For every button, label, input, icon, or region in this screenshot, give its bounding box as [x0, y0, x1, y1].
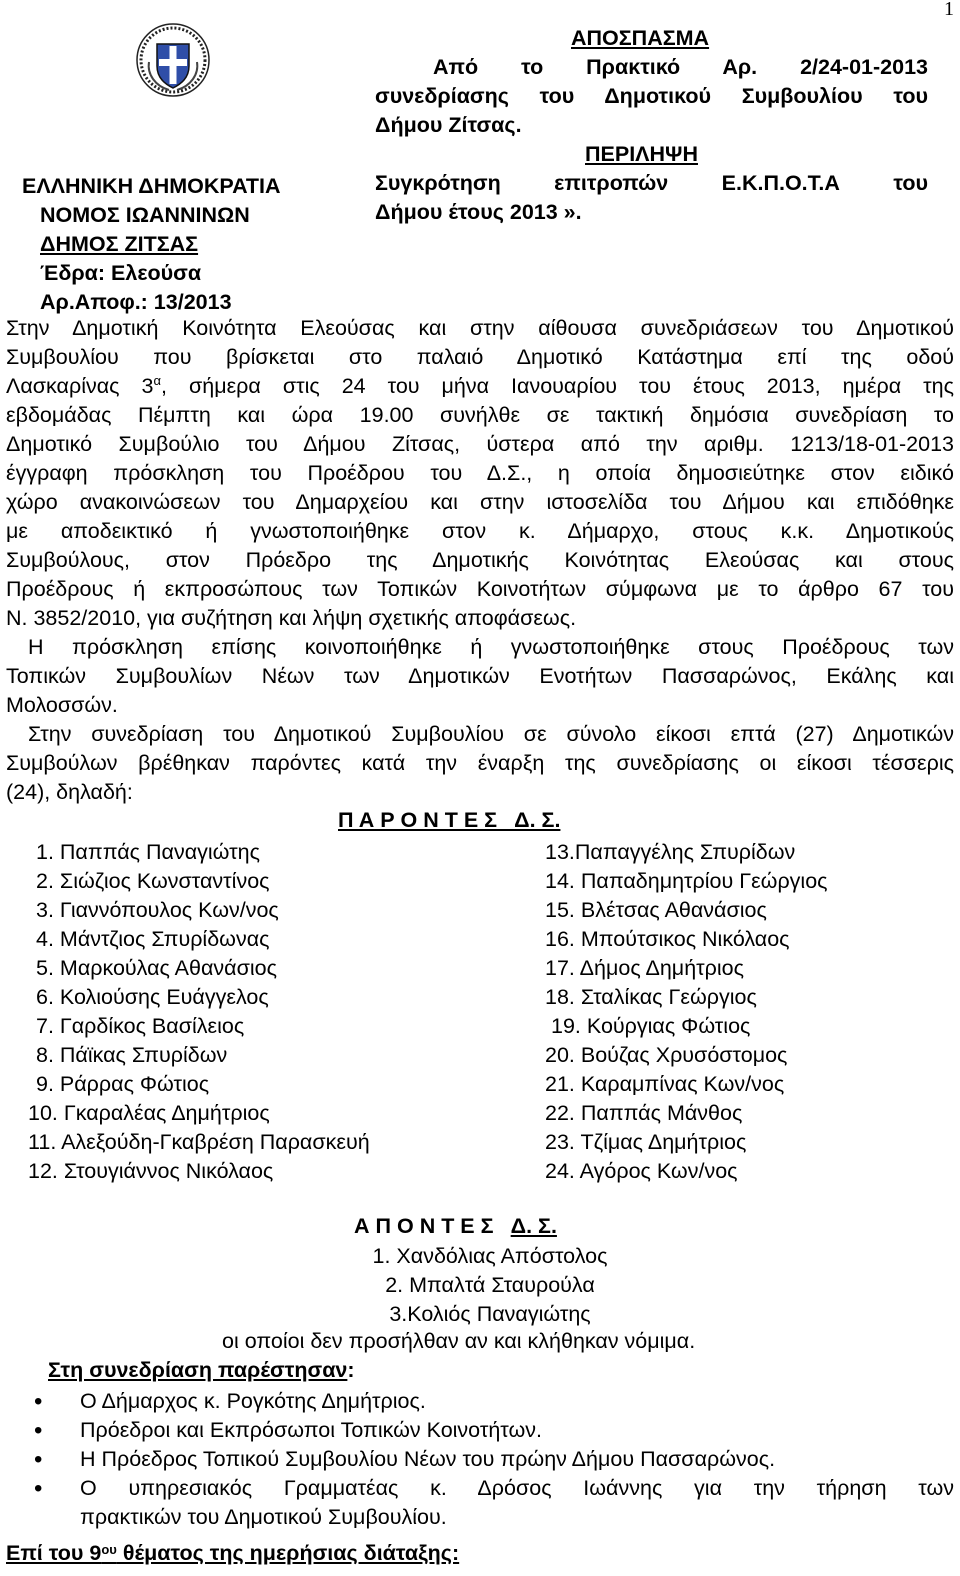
intro-line: Στην Δημοτική Κοινότητα Ελεούσας και στην αίθουσα συνεδριάσεων του Δημοτικού: [6, 316, 954, 340]
absent-members-heading: [354, 1214, 557, 1239]
present-members-heading: Π Α Ρ Ο Ν Τ Ε Σ Δ. Σ.: [338, 808, 561, 832]
list-item: 13.Παπαγγέλης Σπυρίδων: [545, 840, 796, 864]
list-item: 2. Σιώζιος Κωνσταντίνος: [36, 869, 270, 893]
list-item: 1. Χανδόλιας Απόστολος: [372, 1244, 608, 1268]
agenda-heading-text: θέματος της ημερήσιας διάταξης:: [116, 1541, 460, 1565]
list-item: 11. Αλεξούδη-Γκαβρέση Παρασκευή: [28, 1130, 370, 1154]
page-number: 1: [944, 0, 954, 20]
greek-coat-of-arms-icon: [135, 22, 211, 98]
intro-line: έγγραφη πρόσκληση του Προέδρου του Δ.Σ., η οποία δημοσιεύτηκε στον ειδικό: [6, 461, 954, 485]
list-item: 22. Παππάς Μάνθος: [545, 1101, 743, 1125]
intro-line: Συμβουλίου που βρίσκεται στο παλαιό Δημοτικό Κατάστημα επί της οδού: [6, 345, 954, 369]
intro-line: [6, 372, 954, 401]
list-item: 19. Κούργιας Φώτιος: [551, 1014, 751, 1038]
issuer-country: ΕΛΛΗΝΙΚΗ ΔΗΜΟΚΡΑΤΙΑ: [22, 174, 281, 198]
list-item-text: • Ο υπηρεσιακός Γραμματέας κ. Δρόσος Ιωάννης για την τήρηση των: [80, 1476, 954, 1500]
list-item: 21. Καραμπίνας Κων/νος: [545, 1072, 785, 1096]
intro-line: Συμβούλους, στον Πρόεδρο της Δημοτικής Κοινότητας Ελεούσας και στους: [6, 548, 954, 572]
extract-title: ΑΠΟΣΠΑΣΜΑ: [571, 26, 710, 50]
list-item: • Πρόεδροι και Εκπρόσωποι Τοπικών Κοινοτήτων.: [34, 1416, 954, 1445]
list-item: 3. Γιαννόπουλος Κων/νος: [36, 898, 279, 922]
list-item: 14. Παπαδημητρίου Γεώργιος: [545, 869, 828, 893]
present-list-right: [545, 838, 828, 1186]
paragraph-line: Μολοσσών.: [6, 693, 118, 717]
absent-heading-text: Α Π Ο Ν Τ Ε Σ: [354, 1214, 494, 1238]
issuer-municipality: ΔΗΜΟΣ ΖΙΤΣΑΣ: [40, 232, 199, 256]
list-item: 18. Σταλίκας Γεώργιος: [545, 985, 757, 1009]
attendees-heading-text: Στη συνεδρίαση παρέστησαν: [48, 1358, 348, 1382]
invitation-paragraph: [6, 633, 954, 720]
intro-paragraph: [6, 314, 954, 633]
intro-line: με αποδεικτικό ή γνωστοποιήθηκε στον κ. Δήμαρχο, στους κ.κ. Δημοτικούς: [6, 519, 954, 543]
attendees-heading-colon: :: [347, 1358, 355, 1382]
list-item: 8. Πάϊκας Σπυρίδων: [36, 1043, 228, 1067]
list-item: 15. Βλέτσας Αθανάσιος: [545, 898, 767, 922]
issuer-prefecture: ΝΟΜΟΣ ΙΩΑΝΝΙΝΩΝ: [40, 203, 250, 227]
list-item: 9. Ράρρας Φώτιος: [36, 1072, 210, 1096]
summary-label: ΠΕΡΙΛΗΨΗ: [585, 142, 698, 166]
list-item-text: πρακτικών του Δημοτικού Συμβουλίου.: [80, 1505, 447, 1529]
intro-line: Ν. 3852/2010, για συζήτηση και λήψη σχετικής αποφάσεως.: [6, 606, 577, 630]
issuer-header: [22, 172, 281, 317]
paragraph-line: Η πρόσκληση επίσης κοινοποιήθηκε ή γνωστοποιήθηκε στους Προέδρους των: [28, 635, 954, 659]
list-item: 23. Τζίμας Δημήτριος: [545, 1130, 747, 1154]
attendees-heading: [48, 1358, 355, 1383]
ordinal-superscript: ου: [101, 1542, 117, 1557]
intro-line: χώρο ανακοινώσεων του Δημαρχείου και στην ιστοσελίδα του Δήμου και επιδόθηκε: [6, 490, 954, 514]
list-item: 1. Παππάς Παναγιώτης: [36, 840, 260, 864]
list-item: 17. Δήμος Δημήτριος: [545, 956, 744, 980]
absent-heading-council: Δ. Σ.: [510, 1214, 557, 1238]
intro-line: εβδομάδας Πέμπτη και ώρα 19.00 συνήλθε σε τακτική δημόσια συνεδρίαση το: [6, 403, 954, 427]
minutes-body: [6, 314, 954, 807]
list-item: 24. Αγόρος Κων/νος: [545, 1159, 738, 1183]
summary-subject: Συγκρότηση επιτροπών Ε.Κ.Π.Ο.Τ.Α του: [375, 171, 928, 195]
paragraph-line: (24), δηλαδή:: [6, 780, 133, 804]
list-item: 10. Γκαραλέας Δημήτριος: [28, 1101, 270, 1125]
agenda-item-heading: [6, 1541, 459, 1566]
decision-number: Αρ.Αποφ.: 13/2013: [40, 290, 232, 314]
minutes-reference-3: Δήμου Ζίτσας.: [375, 113, 522, 137]
present-list-left: [28, 838, 370, 1186]
intro-text: , σήμερα στις 24 του μήνα Ιανουαρίου του έτους 2013, ημέρα της: [161, 374, 954, 398]
extract-header: [375, 24, 928, 227]
list-item: 16. Μπούτσικος Νικόλαος: [545, 927, 790, 951]
attendees-list: [34, 1387, 954, 1532]
list-item: [34, 1474, 954, 1532]
minutes-reference: Από το Πρακτικό Αρ. 2/24-01-2013: [433, 55, 928, 79]
list-item: 20. Βούζας Χρυσόστομος: [545, 1043, 788, 1067]
paragraph-line: Τοπικών Συμβουλίων Νέων των Δημοτικών Ενοτήτων Πασσαρώνος, Εκάλης και: [6, 664, 954, 688]
absent-note: οι οποίοι δεν προσήλθαν αν και κλήθηκαν νόμιμα.: [222, 1329, 696, 1353]
paragraph-line: Στην συνεδρίαση του Δημοτικού Συμβουλίου σε σύνολο είκοσι επτά (27) Δημοτικών: [28, 722, 954, 746]
intro-text: Λασκαρίνας 3: [6, 374, 154, 398]
intro-line: Δημοτικό Συμβούλιο του Δήμου Ζίτσας, ύστερα από την αριθμ. 1213/18-01-2013: [6, 432, 954, 456]
paragraph-line: Συμβούλων βρέθηκαν παρόντες κατά την έναρξη της συνεδρίασης οι είκοσι τέσσερις: [6, 751, 954, 775]
summary-subject-2: Δήμου έτους 2013 ».: [375, 200, 582, 224]
issuer-seat: Έδρα: Ελεούσα: [40, 261, 202, 285]
absent-list: [330, 1242, 650, 1329]
list-item: 3.Κολιός Παναγιώτης: [389, 1302, 591, 1326]
list-item: 7. Γαρδίκος Βασίλειος: [36, 1014, 245, 1038]
quorum-paragraph: [6, 720, 954, 807]
list-item: • Η Πρόεδρος Τοπικού Συμβουλίου Νέων του πρώην Δήμου Πασσαρώνος.: [34, 1445, 954, 1474]
intro-line: Προέδρους ή εκπροσώπους των Τοπικών Κοινοτήτων σύμφωνα με το άρθρο 67 του: [6, 577, 954, 601]
list-item: 5. Μαρκούλας Αθανάσιος: [36, 956, 277, 980]
list-item: 6. Κολιούσης Ευάγγελος: [36, 985, 269, 1009]
ordinal-superscript: α: [153, 373, 161, 388]
list-item: 2. Μπαλτά Σταυρούλα: [385, 1273, 595, 1297]
list-item: • Ο Δήμαρχος κ. Ρογκότης Δημήτριος.: [34, 1387, 954, 1416]
minutes-reference-2: συνεδρίασης του Δημοτικού Συμβουλίου του: [375, 84, 928, 108]
list-item: 12. Στουγιάννος Νικόλαος: [28, 1159, 274, 1183]
list-item: 4. Μάντζιος Σπυρίδωνας: [36, 927, 270, 951]
agenda-heading-text: Επί του 9: [6, 1541, 102, 1565]
